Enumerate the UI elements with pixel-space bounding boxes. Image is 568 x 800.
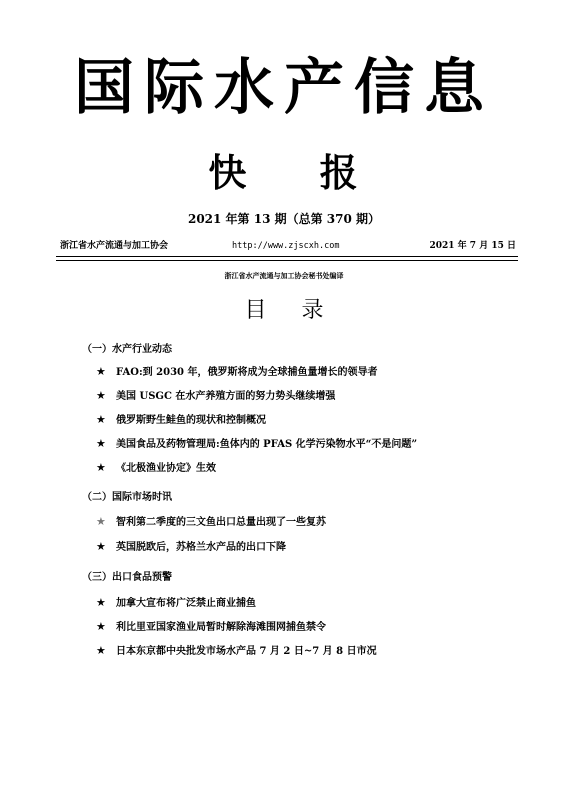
star-icon: ★ [96, 540, 106, 553]
publisher-line [60, 238, 516, 254]
publish-date: 2021 年 7 月 15 日 [429, 241, 516, 251]
toc-item[interactable] [96, 413, 266, 428]
toc-section-heading: （三）出口食品预警 [82, 572, 172, 583]
star-icon: ★ [96, 413, 106, 426]
star-icon: ★ [96, 644, 106, 657]
toc-item[interactable] [96, 389, 335, 404]
toc-item[interactable] [96, 515, 326, 530]
toc-item-text: FAO:到 2030 年，俄罗斯将成为全球捕鱼量增长的领导者 [116, 367, 378, 378]
toc-section-heading: （二）国际市场时讯 [82, 492, 172, 503]
toc-title: 目 录 [244, 298, 338, 323]
star-icon: ★ [96, 437, 106, 450]
toc-item[interactable] [96, 620, 326, 635]
editor-note: 浙江省水产流通与加工协会秘书处编译 [224, 271, 344, 280]
toc-item-text: 美国食品及药物管理局:鱼体内的 PFAS 化学污染物水平“不是问题” [116, 439, 418, 450]
star-icon: ★ [96, 620, 106, 633]
toc-item-text: 智利第二季度的三文鱼出口总量出现了一些复苏 [116, 517, 326, 528]
toc-item[interactable] [96, 540, 286, 555]
issue-number: 2021 年第 13 期（总第 370 期） [187, 212, 381, 226]
publisher-name: 浙江省水产流通与加工协会 [60, 241, 169, 251]
website-link[interactable]: http://www.zjscxh.com [232, 241, 340, 251]
toc-item-text: 《北极渔业协定》生效 [116, 463, 216, 474]
star-icon: ★ [96, 515, 106, 528]
toc-item-text: 俄罗斯野生鲑鱼的现状和控制概况 [116, 415, 266, 426]
toc-item[interactable] [96, 461, 216, 476]
masthead-title: 国际水产信息 [74, 53, 494, 123]
toc-item[interactable] [96, 437, 417, 452]
toc-item-text: 加拿大宣布将广泛禁止商业捕鱼 [116, 598, 256, 609]
star-icon: ★ [96, 596, 106, 609]
toc-section-heading: （一）水产行业动态 [82, 344, 172, 355]
toc-item[interactable] [96, 596, 256, 611]
toc-item-text: 利比里亚国家渔业局暂时解除海滩围网捕鱼禁令 [116, 622, 326, 633]
star-icon: ★ [96, 389, 106, 402]
toc-item[interactable] [96, 644, 377, 659]
star-icon: ★ [96, 365, 106, 378]
toc-item-text: 英国脱欧后，苏格兰水产品的出口下降 [116, 542, 286, 553]
toc-item-text: 日本东京都中央批发市场水产品 7 月 2 日~7 月 8 日市况 [116, 646, 377, 657]
header-rule-thick [56, 256, 518, 257]
toc-item-text: 美国 USGC 在水产养殖方面的努力势头继续增强 [116, 391, 336, 402]
header-rule-thin [56, 260, 518, 261]
toc-item[interactable] [96, 365, 377, 380]
publication-subtitle: 快 报 [208, 150, 388, 195]
star-icon: ★ [96, 461, 106, 474]
